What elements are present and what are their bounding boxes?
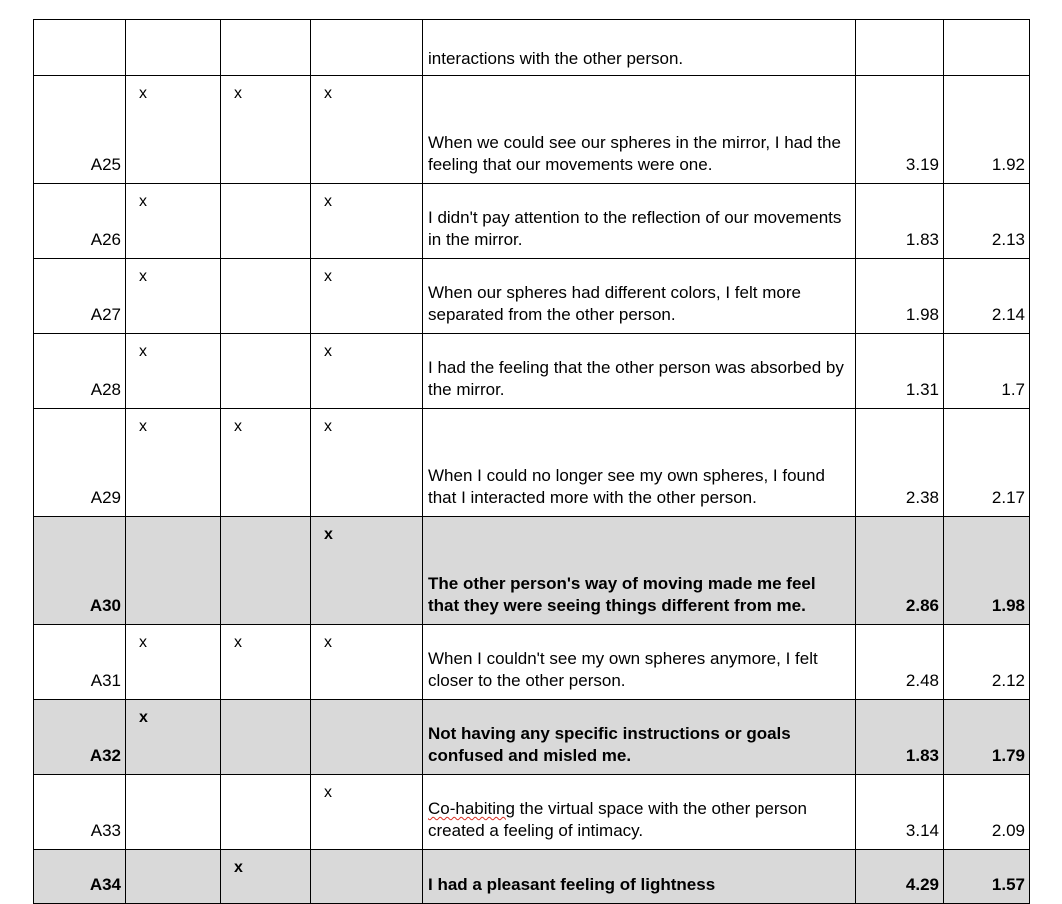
statement-text: I had a pleasant feeling of lightness — [428, 875, 716, 894]
mark-col2-cell: x — [221, 76, 311, 184]
table-row — [34, 259, 1030, 334]
table-row — [34, 409, 1030, 517]
mean-cell: 1.31 — [856, 334, 944, 409]
mark-col1-cell: x — [126, 409, 221, 517]
statement-text: I had the feeling that the other person was absorbed by the mirror. — [428, 358, 844, 399]
statement-text: When I couldn't see my own spheres anymore, I felt closer to the other person. — [428, 649, 818, 690]
table-row — [34, 517, 1030, 625]
mark-col3-cell — [311, 700, 423, 775]
statement-text: I didn't pay attention to the reflection of our movements in the mirror. — [428, 208, 842, 249]
mark-col3-cell: x — [311, 76, 423, 184]
mark-col3-cell: x — [311, 517, 423, 625]
sd-cell: 1.98 — [944, 517, 1030, 625]
sd-cell: 2.09 — [944, 775, 1030, 850]
mark-col1-cell — [126, 517, 221, 625]
statement-cell — [423, 334, 856, 409]
item-id-cell: A33 — [34, 775, 126, 850]
mean-cell: 2.86 — [856, 517, 944, 625]
mark-col1-cell: x — [126, 76, 221, 184]
statement-cell — [423, 409, 856, 517]
statement-cell — [423, 517, 856, 625]
statement-text: the virtual space with the other person created a feeling of intimacy. — [428, 799, 807, 840]
mean-cell: 2.38 — [856, 409, 944, 517]
mark-col2-cell — [221, 184, 311, 259]
item-id-cell: A34 — [34, 850, 126, 904]
mark-col3-cell: x — [311, 184, 423, 259]
table-row — [34, 20, 1030, 76]
sd-cell: 1.92 — [944, 76, 1030, 184]
sd-cell: 2.12 — [944, 625, 1030, 700]
table-row — [34, 775, 1030, 850]
mean-cell: 1.83 — [856, 700, 944, 775]
statement-text: When we could see our spheres in the mirror, I had the feeling that our movements were one. — [428, 133, 841, 174]
spellcheck-word: Co-habiting — [428, 799, 515, 818]
mean-cell: 3.14 — [856, 775, 944, 850]
table-row — [34, 184, 1030, 259]
mean-cell: 4.29 — [856, 850, 944, 904]
questionnaire-table — [33, 19, 1030, 904]
mark-col2-cell — [221, 700, 311, 775]
mark-col2-cell: x — [221, 850, 311, 904]
statement-cell — [423, 20, 856, 76]
mark-col1-cell: x — [126, 334, 221, 409]
table-row — [34, 850, 1030, 904]
mark-col1-cell — [126, 775, 221, 850]
statement-text: interactions with the other person. — [428, 49, 684, 68]
statement-cell — [423, 625, 856, 700]
statement-cell — [423, 700, 856, 775]
mark-col1-cell — [126, 20, 221, 76]
mark-col1-cell — [126, 850, 221, 904]
mark-col3-cell: x — [311, 334, 423, 409]
mark-col1-cell: x — [126, 259, 221, 334]
item-id-cell — [34, 20, 126, 76]
mark-col3-cell: x — [311, 775, 423, 850]
item-id-cell: A28 — [34, 334, 126, 409]
mark-col2-cell: x — [221, 625, 311, 700]
mark-col1-cell: x — [126, 184, 221, 259]
item-id-cell: A27 — [34, 259, 126, 334]
statement-text: The other person's way of moving made me feel that they were seeing things different from me. — [428, 574, 816, 615]
item-id-cell: A32 — [34, 700, 126, 775]
statement-cell — [423, 259, 856, 334]
table-row — [34, 700, 1030, 775]
mark-col3-cell: x — [311, 409, 423, 517]
statement-text: When I could no longer see my own spheres, I found that I interacted more with the other person. — [428, 466, 825, 507]
mark-col2-cell — [221, 334, 311, 409]
mark-col2-cell — [221, 20, 311, 76]
statement-cell — [423, 850, 856, 904]
mark-col2-cell — [221, 517, 311, 625]
mark-col1-cell: x — [126, 700, 221, 775]
sd-cell: 1.7 — [944, 334, 1030, 409]
mean-cell: 3.19 — [856, 76, 944, 184]
sd-cell — [944, 20, 1030, 76]
mark-col2-cell: x — [221, 409, 311, 517]
mark-col1-cell: x — [126, 625, 221, 700]
statement-cell — [423, 775, 856, 850]
mark-col3-cell: x — [311, 259, 423, 334]
table-row — [34, 334, 1030, 409]
item-id-cell: A29 — [34, 409, 126, 517]
sd-cell: 2.14 — [944, 259, 1030, 334]
mark-col3-cell: x — [311, 625, 423, 700]
statement-text: When our spheres had different colors, I felt more separated from the other person. — [428, 283, 801, 324]
mean-cell: 2.48 — [856, 625, 944, 700]
statement-text: Not having any specific instructions or goals confused and misled me. — [428, 724, 791, 765]
mark-col3-cell — [311, 850, 423, 904]
item-id-cell: A25 — [34, 76, 126, 184]
table-row — [34, 76, 1030, 184]
mean-cell: 1.98 — [856, 259, 944, 334]
statement-cell — [423, 184, 856, 259]
item-id-cell: A31 — [34, 625, 126, 700]
sd-cell: 2.13 — [944, 184, 1030, 259]
mark-col2-cell — [221, 775, 311, 850]
table-row — [34, 625, 1030, 700]
sd-cell: 1.79 — [944, 700, 1030, 775]
mark-col2-cell — [221, 259, 311, 334]
mean-cell — [856, 20, 944, 76]
mean-cell: 1.83 — [856, 184, 944, 259]
sd-cell: 1.57 — [944, 850, 1030, 904]
sd-cell: 2.17 — [944, 409, 1030, 517]
statement-cell — [423, 76, 856, 184]
item-id-cell: A26 — [34, 184, 126, 259]
mark-col3-cell — [311, 20, 423, 76]
item-id-cell: A30 — [34, 517, 126, 625]
